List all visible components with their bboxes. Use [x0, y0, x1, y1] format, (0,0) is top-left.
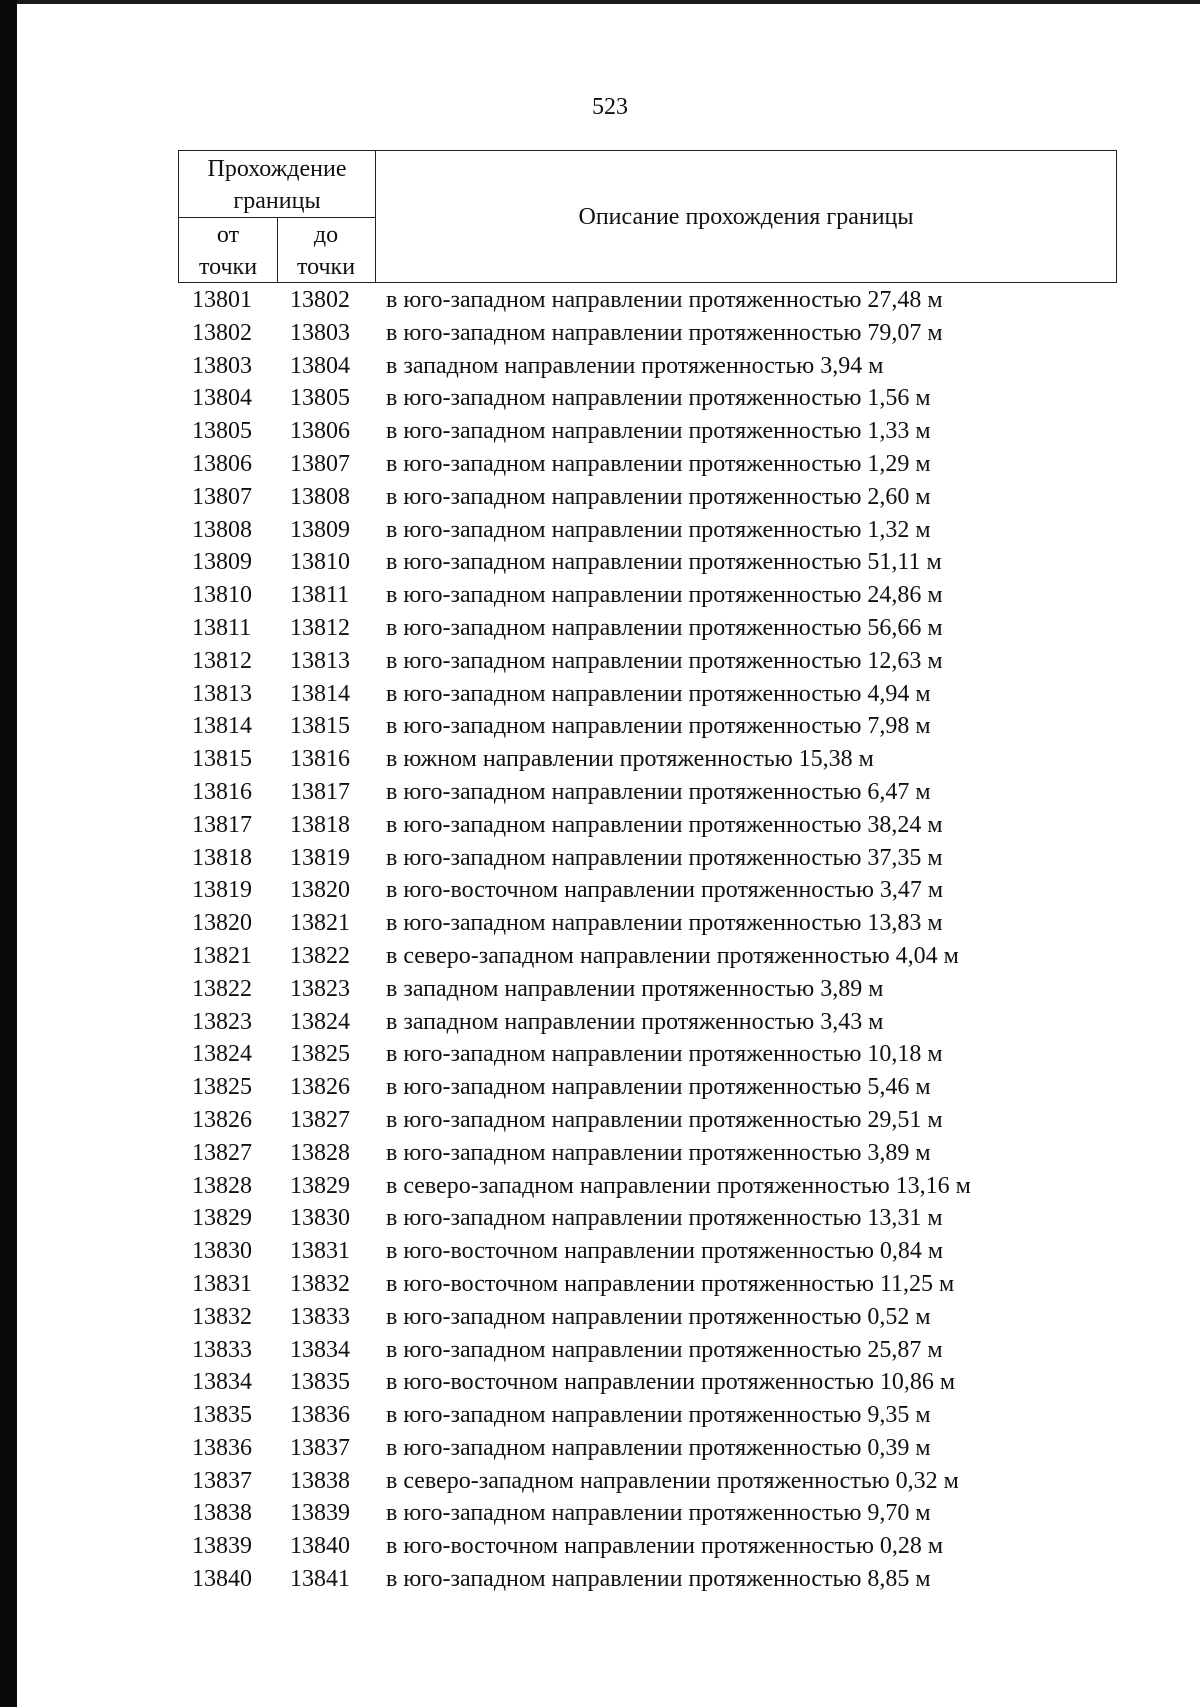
from-point: 13804 — [192, 385, 252, 412]
boundary-description: в юго-западном направлении протяженностью 25,87 м — [386, 1336, 943, 1363]
table-row — [178, 1530, 1138, 1563]
table-row — [178, 809, 1138, 842]
table-row — [178, 743, 1138, 776]
from-point: 13815 — [192, 746, 252, 773]
from-point: 13820 — [192, 910, 252, 937]
to-point: 13813 — [290, 647, 350, 674]
to-point: 13825 — [290, 1041, 350, 1068]
table-row — [178, 612, 1138, 645]
table-row — [178, 1170, 1138, 1203]
boundary-description: в юго-западном направлении протяженностью 56,66 м — [386, 614, 943, 641]
from-point: 13803 — [192, 352, 252, 379]
from-point: 13814 — [192, 713, 252, 740]
boundary-description: в юго-западном направлении протяженностью 29,51 м — [386, 1106, 943, 1133]
boundary-description: в юго-восточном направлении протяженностью 0,84 м — [386, 1238, 944, 1265]
from-point: 13811 — [192, 614, 252, 641]
to-point: 13828 — [290, 1139, 350, 1166]
from-point: 13834 — [192, 1369, 252, 1396]
to-point: 13808 — [290, 483, 350, 510]
to-point: 13810 — [290, 549, 350, 576]
table-row — [178, 415, 1138, 448]
to-point: 13822 — [290, 942, 350, 969]
table-row — [178, 1432, 1138, 1465]
boundary-description: в юго-западном направлении протяженностью 12,63 м — [386, 647, 943, 674]
to-point: 13802 — [290, 287, 350, 313]
table-row — [178, 1399, 1138, 1432]
table-row — [178, 1465, 1138, 1498]
boundary-description: в западном направлении протяженностью 3,94 м — [386, 352, 884, 379]
scan-edge-left — [0, 0, 17, 1707]
boundary-description: в юго-западном направлении протяженностью 7,98 м — [386, 713, 931, 740]
from-point: 13813 — [192, 680, 252, 707]
from-point: 13812 — [192, 647, 252, 674]
table-row — [178, 284, 1138, 317]
from-point: 13840 — [192, 1566, 252, 1593]
to-point: 13817 — [290, 778, 350, 805]
to-point: 13819 — [290, 844, 350, 871]
boundary-description: в юго-восточном направлении протяженностью 3,47 м — [386, 877, 944, 904]
table-row — [178, 1071, 1138, 1104]
from-point: 13806 — [192, 450, 252, 477]
to-point: 13838 — [290, 1467, 350, 1494]
boundary-description: в юго-западном направлении протяженностью 38,24 м — [386, 811, 943, 838]
table-row — [178, 579, 1138, 612]
from-point: 13816 — [192, 778, 252, 805]
to-point: 13840 — [290, 1533, 350, 1560]
table-row — [178, 382, 1138, 415]
from-point: 13826 — [192, 1106, 252, 1133]
page-number: 523 — [592, 94, 628, 120]
boundary-description: в северо-западном направлении протяженностью 13,16 м — [386, 1172, 971, 1199]
to-point: 13834 — [290, 1336, 350, 1363]
boundary-description: в юго-восточном направлении протяженностью 11,25 м — [386, 1270, 955, 1297]
from-point: 13827 — [192, 1139, 252, 1166]
header-from-label: от точки — [198, 222, 258, 280]
from-point: 13823 — [192, 1008, 252, 1035]
from-point: 13805 — [192, 418, 252, 445]
from-point: 13839 — [192, 1533, 252, 1560]
table-row — [178, 350, 1138, 383]
from-point: 13817 — [192, 811, 252, 838]
from-point: 13833 — [192, 1336, 252, 1363]
from-point: 13801 — [192, 287, 252, 313]
table-row — [178, 1104, 1138, 1137]
boundary-description: в юго-западном направлении протяженностью 9,70 м — [386, 1500, 931, 1527]
from-point: 13835 — [192, 1402, 252, 1429]
to-point: 13830 — [290, 1205, 350, 1232]
to-point: 13833 — [290, 1303, 350, 1330]
to-point: 13824 — [290, 1008, 350, 1035]
from-point: 13838 — [192, 1500, 252, 1527]
to-point: 13841 — [290, 1566, 350, 1593]
to-point: 13809 — [290, 516, 350, 543]
from-point: 13822 — [192, 975, 252, 1002]
table-row — [178, 645, 1138, 678]
boundary-description: в юго-западном направлении протяженностью 9,35 м — [386, 1402, 931, 1429]
boundary-description: в юго-западном направлении протяженностью 2,60 м — [386, 483, 931, 510]
to-point: 13837 — [290, 1434, 350, 1461]
boundary-description: в западном направлении протяженностью 3,89 м — [386, 975, 884, 1002]
to-point: 13816 — [290, 746, 350, 773]
from-point: 13828 — [192, 1172, 252, 1199]
boundary-description: в юго-западном направлении протяженностью 4,94 м — [386, 680, 931, 707]
boundary-description: в юго-западном направлении протяженностью 5,46 м — [386, 1074, 931, 1101]
to-point: 13832 — [290, 1270, 350, 1297]
table-header — [178, 150, 1117, 283]
from-point: 13836 — [192, 1434, 252, 1461]
table-row — [178, 842, 1138, 875]
table-row — [178, 1235, 1138, 1268]
to-point: 13829 — [290, 1172, 350, 1199]
to-point: 13815 — [290, 713, 350, 740]
boundary-description: в юго-восточном направлении протяженностью 0,28 м — [386, 1533, 944, 1560]
boundary-description: в юго-восточном направлении протяженностью 10,86 м — [386, 1369, 956, 1396]
boundary-description: в юго-западном направлении протяженностью 13,31 м — [386, 1205, 943, 1232]
table-row — [178, 678, 1138, 711]
table-row — [178, 776, 1138, 809]
boundary-description: в юго-западном направлении протяженностью 1,32 м — [386, 516, 931, 543]
to-point: 13805 — [290, 385, 350, 412]
from-point: 13824 — [192, 1041, 252, 1068]
table-row — [178, 874, 1138, 907]
boundary-description: в юго-западном направлении протяженностью 8,85 м — [386, 1566, 931, 1593]
table-row — [178, 1006, 1138, 1039]
from-point: 13819 — [192, 877, 252, 904]
boundary-description: в юго-западном направлении протяженностью 0,39 м — [386, 1434, 931, 1461]
table-row — [178, 973, 1138, 1006]
table-row — [178, 1563, 1138, 1596]
scan-edge-top — [0, 0, 1200, 4]
to-point: 13812 — [290, 614, 350, 641]
boundary-description: в юго-западном направлении протяженностью 37,35 м — [386, 844, 943, 871]
table-row — [178, 546, 1138, 579]
from-point: 13837 — [192, 1467, 252, 1494]
boundary-description: в северо-западном направлении протяженностью 4,04 м — [386, 942, 959, 969]
to-point: 13821 — [290, 910, 350, 937]
table-row — [178, 1268, 1138, 1301]
boundary-description: в юго-западном направлении протяженностью 6,47 м — [386, 778, 931, 805]
boundary-description: в юго-западном направлении протяженностью 0,52 м — [386, 1303, 931, 1330]
boundary-description: в западном направлении протяженностью 3,43 м — [386, 1008, 884, 1035]
from-point: 13829 — [192, 1205, 252, 1232]
header-description-label: Описание прохождения границы — [578, 204, 914, 230]
boundary-description: в юго-западном направлении протяженностью 13,83 м — [386, 910, 943, 937]
boundary-description: в юго-западном направлении протяженностью 51,11 м — [386, 549, 942, 576]
from-point: 13830 — [192, 1238, 252, 1265]
from-point: 13810 — [192, 582, 252, 609]
to-point: 13818 — [290, 811, 350, 838]
boundary-description: в юго-западном направлении протяженностью 1,33 м — [386, 418, 931, 445]
to-point: 13820 — [290, 877, 350, 904]
to-point: 13831 — [290, 1238, 350, 1265]
from-point: 13832 — [192, 1303, 252, 1330]
to-point: 13811 — [290, 582, 350, 609]
from-point: 13802 — [192, 319, 252, 346]
boundary-description: в юго-западном направлении протяженностью 27,48 м — [386, 287, 943, 313]
boundary-description: в южном направлении протяженностью 15,38 м — [386, 746, 874, 773]
table-body — [178, 284, 1138, 1596]
from-point: 13808 — [192, 516, 252, 543]
from-point: 13825 — [192, 1074, 252, 1101]
boundary-description: в юго-западном направлении протяженностью 79,07 м — [386, 319, 943, 346]
boundary-description: в юго-западном направлении протяженностью 1,56 м — [386, 385, 931, 412]
from-point: 13818 — [192, 844, 252, 871]
table-row — [178, 448, 1138, 481]
from-point: 13809 — [192, 549, 252, 576]
table-row — [178, 1202, 1138, 1235]
boundary-description: в северо-западном направлении протяженностью 0,32 м — [386, 1467, 959, 1494]
table-row — [178, 514, 1138, 547]
boundary-description: в юго-западном направлении протяженностью 24,86 м — [386, 582, 943, 609]
to-point: 13836 — [290, 1402, 350, 1429]
boundary-description: в юго-западном направлении протяженностью 3,89 м — [386, 1139, 931, 1166]
to-point: 13827 — [290, 1106, 350, 1133]
to-point: 13806 — [290, 418, 350, 445]
to-point: 13804 — [290, 352, 350, 379]
table-row — [178, 907, 1138, 940]
table-row — [178, 317, 1138, 350]
to-point: 13826 — [290, 1074, 350, 1101]
from-point: 13807 — [192, 483, 252, 510]
table-row — [178, 481, 1138, 514]
boundary-description: в юго-западном направлении протяженностью 10,18 м — [386, 1041, 943, 1068]
to-point: 13803 — [290, 319, 350, 346]
to-point: 13814 — [290, 680, 350, 707]
to-point: 13807 — [290, 450, 350, 477]
table-row — [178, 1038, 1138, 1071]
table-row — [178, 1366, 1138, 1399]
header-group-label: Прохождение границы — [207, 156, 347, 214]
table-row — [178, 1334, 1138, 1367]
to-point: 13839 — [290, 1500, 350, 1527]
header-to-label: до точки — [296, 222, 356, 280]
table-row — [178, 1137, 1138, 1170]
table-row — [178, 1497, 1138, 1530]
table-row — [178, 940, 1138, 973]
boundary-description: в юго-западном направлении протяженностью 1,29 м — [386, 450, 931, 477]
from-point: 13821 — [192, 942, 252, 969]
from-point: 13831 — [192, 1270, 252, 1297]
table-row — [178, 1301, 1138, 1334]
table-row — [178, 710, 1138, 743]
to-point: 13823 — [290, 975, 350, 1002]
to-point: 13835 — [290, 1369, 350, 1396]
